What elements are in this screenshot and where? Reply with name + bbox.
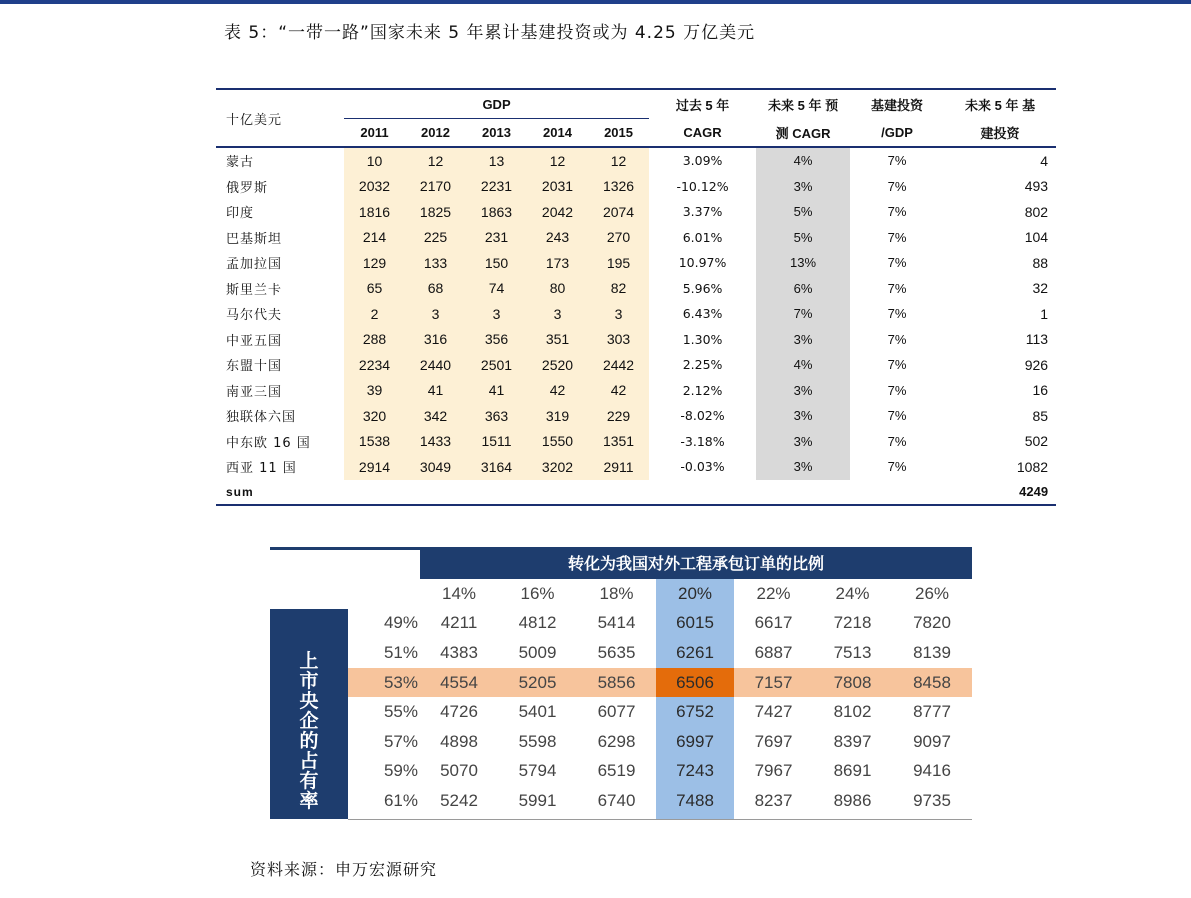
future-cagr-cell: 4% xyxy=(756,352,850,378)
sensitivity-cell: 5598 xyxy=(518,731,557,751)
gdp-cell: 3049 xyxy=(405,454,466,480)
share-row-label: 55% xyxy=(383,702,418,722)
sensitivity-cell: 4554 xyxy=(440,672,478,692)
sensitivity-cell: 4812 xyxy=(518,613,557,633)
sensitivity-cell: 9097 xyxy=(913,731,951,751)
investment-cell: 802 xyxy=(1024,203,1049,220)
table-row xyxy=(216,454,1056,480)
gdp-cell: 351 xyxy=(527,327,588,353)
infra-ratio-cell: 7% xyxy=(887,255,907,271)
sensitivity-row xyxy=(270,609,972,639)
ratio-column-header: 24% xyxy=(835,583,870,603)
sensitivity-cell: 5205 xyxy=(518,672,557,692)
sensitivity-cell: 4898 xyxy=(440,731,478,751)
gdp-cell: 129 xyxy=(344,250,405,276)
year-header: 2013 xyxy=(466,119,527,148)
future-cagr-cell: 3% xyxy=(756,378,850,404)
gdp-cell: 41 xyxy=(466,378,527,404)
sensitivity-row xyxy=(270,757,972,787)
table-row xyxy=(216,250,1056,276)
gdp-cell: 1816 xyxy=(344,199,405,225)
gdp-cell: 2442 xyxy=(588,352,649,378)
sensitivity-cell: 7243 xyxy=(676,761,714,781)
gdp-cell: 74 xyxy=(466,276,527,302)
gdp-cell: 225 xyxy=(405,225,466,251)
investment-cell: 4 xyxy=(1040,152,1049,169)
infra-ratio-cell: 7% xyxy=(887,408,907,424)
infra-header-bottom: /GDP xyxy=(850,119,944,148)
gdp-cell: 10 xyxy=(344,147,405,174)
country-name: 斯里兰卡 xyxy=(226,282,283,298)
gdp-investment-table xyxy=(216,88,1056,506)
market-share-label: 上市央企的占有率 xyxy=(299,650,319,812)
sum-label: sum xyxy=(216,480,344,505)
source-note: 资料来源：申万宏源研究 xyxy=(250,860,438,879)
top-accent-bar xyxy=(0,0,1191,4)
investment-cell: 926 xyxy=(1024,356,1049,373)
gdp-cell: 42 xyxy=(588,378,649,404)
gdp-cell: 303 xyxy=(588,327,649,353)
infra-ratio-cell: 7% xyxy=(887,459,907,475)
investment-header-bottom: 建投资 xyxy=(944,119,1056,148)
gdp-cell: 1351 xyxy=(588,429,649,455)
sensitivity-cell: 4726 xyxy=(440,702,478,722)
gdp-cell: 363 xyxy=(466,403,527,429)
infra-header-top: 基建投资 xyxy=(850,89,944,119)
gdp-cell: 2 xyxy=(344,301,405,327)
sensitivity-cell: 5070 xyxy=(440,761,478,781)
sensitivity-cell: 8237 xyxy=(754,790,793,810)
gdp-cell: 41 xyxy=(405,378,466,404)
sensitivity-cell: 8691 xyxy=(833,761,872,781)
past-cagr-cell: 6.01% xyxy=(682,229,723,245)
country-name: 中东欧 16 国 xyxy=(226,435,311,451)
gdp-cell: 65 xyxy=(344,276,405,302)
country-name: 蒙古 xyxy=(226,155,255,171)
share-row-label: 61% xyxy=(383,790,418,810)
table-row xyxy=(216,378,1056,404)
year-header: 2014 xyxy=(527,119,588,148)
ratio-column-header: 20% xyxy=(677,583,713,603)
past-cagr-cell: 2.25% xyxy=(682,357,723,373)
gdp-cell: 195 xyxy=(588,250,649,276)
gdp-cell: 316 xyxy=(405,327,466,353)
sensitivity-cell: 7967 xyxy=(754,761,793,781)
gdp-cell: 13 xyxy=(466,147,527,174)
sensitivity-cell: 6506 xyxy=(676,672,714,692)
unit-header: 十亿美元 xyxy=(216,89,344,147)
sensitivity-cell: 6997 xyxy=(676,731,714,751)
sensitivity-grid xyxy=(270,579,972,816)
country-name: 印度 xyxy=(226,206,255,222)
investment-cell: 88 xyxy=(1032,254,1049,271)
sensitivity-cell: 8986 xyxy=(833,790,872,810)
share-row-label: 59% xyxy=(383,761,418,781)
gdp-cell: 288 xyxy=(344,327,405,353)
cagr-header-bottom: CAGR xyxy=(649,119,756,148)
past-cagr-cell: 6.43% xyxy=(682,306,723,322)
gdp-cell: 2032 xyxy=(344,174,405,200)
column-header-row xyxy=(270,579,972,609)
country-name: 中亚五国 xyxy=(226,333,283,349)
sensitivity-cell: 5991 xyxy=(518,790,557,810)
past-cagr-cell: 10.97% xyxy=(678,255,727,271)
past-cagr-cell: -8.02% xyxy=(680,408,725,424)
infra-ratio-cell: 7% xyxy=(887,204,907,220)
sensitivity-cell: 5401 xyxy=(518,702,557,722)
sensitivity-cell: 8458 xyxy=(913,672,951,692)
investment-cell: 104 xyxy=(1024,229,1049,246)
sensitivity-cell: 7427 xyxy=(754,702,793,722)
future-cagr-cell: 4% xyxy=(756,147,850,174)
investment-header-top: 未来 5 年 基 xyxy=(944,89,1056,119)
sensitivity-cell: 5009 xyxy=(518,642,557,662)
gdp-cell: 1825 xyxy=(405,199,466,225)
gdp-cell: 3202 xyxy=(527,454,588,480)
sensitivity-cell: 6519 xyxy=(597,761,636,781)
sensitivity-cell: 7218 xyxy=(833,613,872,633)
gdp-cell: 243 xyxy=(527,225,588,251)
table-row xyxy=(216,352,1056,378)
past-cagr-cell: -0.03% xyxy=(680,459,725,475)
gdp-cell: 82 xyxy=(588,276,649,302)
gdp-cell: 2074 xyxy=(588,199,649,225)
infra-ratio-cell: 7% xyxy=(887,153,907,169)
country-name: 巴基斯坦 xyxy=(226,231,283,247)
country-name: 南亚三国 xyxy=(226,384,283,400)
sensitivity-cell: 6740 xyxy=(597,790,636,810)
gdp-cell: 1326 xyxy=(588,174,649,200)
country-name: 马尔代夫 xyxy=(226,308,283,324)
share-row-label: 51% xyxy=(383,642,418,662)
sensitivity-cell: 7488 xyxy=(676,790,714,810)
future-cagr-header-bottom: 测 CAGR xyxy=(756,119,850,148)
gdp-cell: 150 xyxy=(466,250,527,276)
investment-cell: 493 xyxy=(1024,178,1049,195)
gdp-cell: 2501 xyxy=(466,352,527,378)
sum-value: 4249 xyxy=(944,480,1056,505)
ratio-column-header: 22% xyxy=(756,583,791,603)
table-row xyxy=(216,301,1056,327)
gdp-cell: 231 xyxy=(466,225,527,251)
gdp-cell: 12 xyxy=(588,147,649,174)
sensitivity-row xyxy=(270,727,972,757)
sensitivity-row xyxy=(270,638,972,668)
gdp-cell: 12 xyxy=(527,147,588,174)
sensitivity-cell: 5414 xyxy=(597,613,636,633)
sensitivity-cell: 6887 xyxy=(754,642,793,662)
cagr-header-top: 过去 5 年 xyxy=(649,89,756,119)
sensitivity-cell: 6261 xyxy=(676,642,714,662)
sensitivity-cell: 7697 xyxy=(754,731,793,751)
sensitivity-row xyxy=(270,697,972,727)
past-cagr-cell: 3.37% xyxy=(682,204,723,220)
ratio-column-header: 14% xyxy=(441,583,477,603)
past-cagr-cell: 1.30% xyxy=(682,331,723,347)
future-cagr-cell: 3% xyxy=(756,327,850,353)
gdp-cell: 3 xyxy=(405,301,466,327)
gdp-header: GDP xyxy=(344,89,649,119)
sensitivity-cell: 5794 xyxy=(518,761,557,781)
sensitivity-cell: 6617 xyxy=(754,613,793,633)
gdp-cell: 80 xyxy=(527,276,588,302)
sensitivity-row xyxy=(270,786,972,816)
investment-cell: 1082 xyxy=(1016,458,1049,475)
future-cagr-cell: 3% xyxy=(756,403,850,429)
gdp-cell: 3164 xyxy=(466,454,527,480)
table-row xyxy=(216,225,1056,251)
investment-cell: 85 xyxy=(1032,407,1049,424)
table-row xyxy=(216,327,1056,353)
past-cagr-cell: 5.96% xyxy=(682,280,723,296)
past-cagr-cell: -3.18% xyxy=(680,433,725,449)
sensitivity-cell: 5635 xyxy=(597,642,636,662)
gdp-cell: 2914 xyxy=(344,454,405,480)
conversion-ratio-header: 转化为我国对外工程承包订单的比例 xyxy=(420,547,972,579)
infra-ratio-cell: 7% xyxy=(887,178,907,194)
gdp-cell: 2231 xyxy=(466,174,527,200)
future-cagr-cell: 7% xyxy=(756,301,850,327)
table-row xyxy=(216,147,1056,174)
sensitivity-cell: 7820 xyxy=(913,613,951,633)
gdp-cell: 2170 xyxy=(405,174,466,200)
gdp-cell: 39 xyxy=(344,378,405,404)
sum-spacer xyxy=(344,480,944,505)
year-header: 2011 xyxy=(344,119,405,148)
gdp-cell: 3 xyxy=(588,301,649,327)
sensitivity-cell: 8397 xyxy=(833,731,872,751)
sensitivity-cell: 5856 xyxy=(597,672,636,692)
table-row xyxy=(216,174,1056,200)
gdp-cell: 68 xyxy=(405,276,466,302)
ratio-column-header: 26% xyxy=(914,583,950,603)
year-header: 2015 xyxy=(588,119,649,148)
infra-ratio-cell: 7% xyxy=(887,306,907,322)
gdp-cell: 3 xyxy=(527,301,588,327)
future-cagr-cell: 6% xyxy=(756,276,850,302)
gdp-cell: 2440 xyxy=(405,352,466,378)
sensitivity-cell: 9416 xyxy=(913,761,951,781)
gdp-cell: 2911 xyxy=(588,454,649,480)
sensitivity-cell: 4383 xyxy=(440,642,478,662)
infra-ratio-cell: 7% xyxy=(887,280,907,296)
investment-cell: 502 xyxy=(1024,433,1049,450)
sensitivity-cell: 6015 xyxy=(676,613,714,633)
gdp-cell: 1863 xyxy=(466,199,527,225)
sensitivity-cell: 8139 xyxy=(913,642,951,662)
ratio-column-header: 16% xyxy=(520,583,555,603)
infra-ratio-cell: 7% xyxy=(887,433,907,449)
sensitivity-cell: 9735 xyxy=(913,790,951,810)
sensitivity-cell: 6298 xyxy=(597,731,636,751)
investment-cell: 113 xyxy=(1025,331,1049,348)
gdp-cell: 1511 xyxy=(466,429,527,455)
investment-cell: 32 xyxy=(1032,280,1049,297)
table-row xyxy=(216,429,1056,455)
corner-cell xyxy=(270,579,420,609)
future-cagr-cell: 3% xyxy=(756,429,850,455)
past-cagr-cell: -10.12% xyxy=(676,178,729,194)
gdp-cell: 2520 xyxy=(527,352,588,378)
gdp-cell: 3 xyxy=(466,301,527,327)
infra-ratio-cell: 7% xyxy=(887,229,907,245)
future-cagr-header-top: 未来 5 年 预 xyxy=(756,89,850,119)
gdp-cell: 320 xyxy=(344,403,405,429)
infra-ratio-cell: 7% xyxy=(887,331,907,347)
gdp-cell: 1538 xyxy=(344,429,405,455)
share-row-label: 49% xyxy=(383,613,418,633)
future-cagr-cell: 3% xyxy=(756,454,850,480)
infra-ratio-cell: 7% xyxy=(887,382,907,398)
gdp-cell: 319 xyxy=(527,403,588,429)
sensitivity-table xyxy=(270,547,972,820)
sensitivity-cell: 8777 xyxy=(913,702,951,722)
table-row xyxy=(216,276,1056,302)
share-row-label: 53% xyxy=(383,672,418,692)
future-cagr-cell: 3% xyxy=(756,174,850,200)
gdp-cell: 133 xyxy=(405,250,466,276)
sensitivity-cell: 6077 xyxy=(597,702,636,722)
ratio-column-header: 18% xyxy=(599,583,634,603)
table-row xyxy=(216,199,1056,225)
future-cagr-cell: 5% xyxy=(756,225,850,251)
gdp-cell: 270 xyxy=(588,225,649,251)
future-cagr-cell: 13% xyxy=(756,250,850,276)
gdp-cell: 42 xyxy=(527,378,588,404)
country-name: 俄罗斯 xyxy=(226,180,269,196)
gdp-cell: 1433 xyxy=(405,429,466,455)
country-name: 孟加拉国 xyxy=(226,257,283,273)
sensitivity-row xyxy=(270,668,972,698)
future-cagr-cell: 5% xyxy=(756,199,850,225)
gdp-cell: 2031 xyxy=(527,174,588,200)
past-cagr-cell: 3.09% xyxy=(682,153,723,169)
gdp-cell: 356 xyxy=(466,327,527,353)
year-header: 2012 xyxy=(405,119,466,148)
gdp-cell: 214 xyxy=(344,225,405,251)
country-name: 独联体六国 xyxy=(226,410,297,426)
gdp-cell: 229 xyxy=(588,403,649,429)
country-name: 东盟十国 xyxy=(226,359,283,375)
gdp-cell: 173 xyxy=(527,250,588,276)
sensitivity-cell: 7808 xyxy=(833,672,872,692)
gdp-cell: 2234 xyxy=(344,352,405,378)
sensitivity-cell: 5242 xyxy=(440,790,478,810)
sensitivity-cell: 4211 xyxy=(440,613,478,633)
investment-cell: 16 xyxy=(1032,382,1049,399)
bottom-rule xyxy=(348,819,972,820)
country-name: 西亚 11 国 xyxy=(226,461,297,477)
table-row xyxy=(216,403,1056,429)
gdp-cell: 1550 xyxy=(527,429,588,455)
sensitivity-cell: 7157 xyxy=(754,672,793,692)
investment-cell: 1 xyxy=(1040,305,1049,322)
past-cagr-cell: 2.12% xyxy=(682,382,723,398)
sensitivity-cell: 6752 xyxy=(676,702,714,722)
sensitivity-cell: 8102 xyxy=(833,702,872,722)
infra-ratio-cell: 7% xyxy=(887,357,907,373)
table-title: 表 5：“一带一路”国家未来 5 年累计基建投资或为 4.25 万亿美元 xyxy=(224,23,756,43)
gdp-cell: 342 xyxy=(405,403,466,429)
share-row-label: 57% xyxy=(383,731,418,751)
gdp-cell: 2042 xyxy=(527,199,588,225)
sensitivity-cell: 7513 xyxy=(833,642,872,662)
gdp-cell: 12 xyxy=(405,147,466,174)
